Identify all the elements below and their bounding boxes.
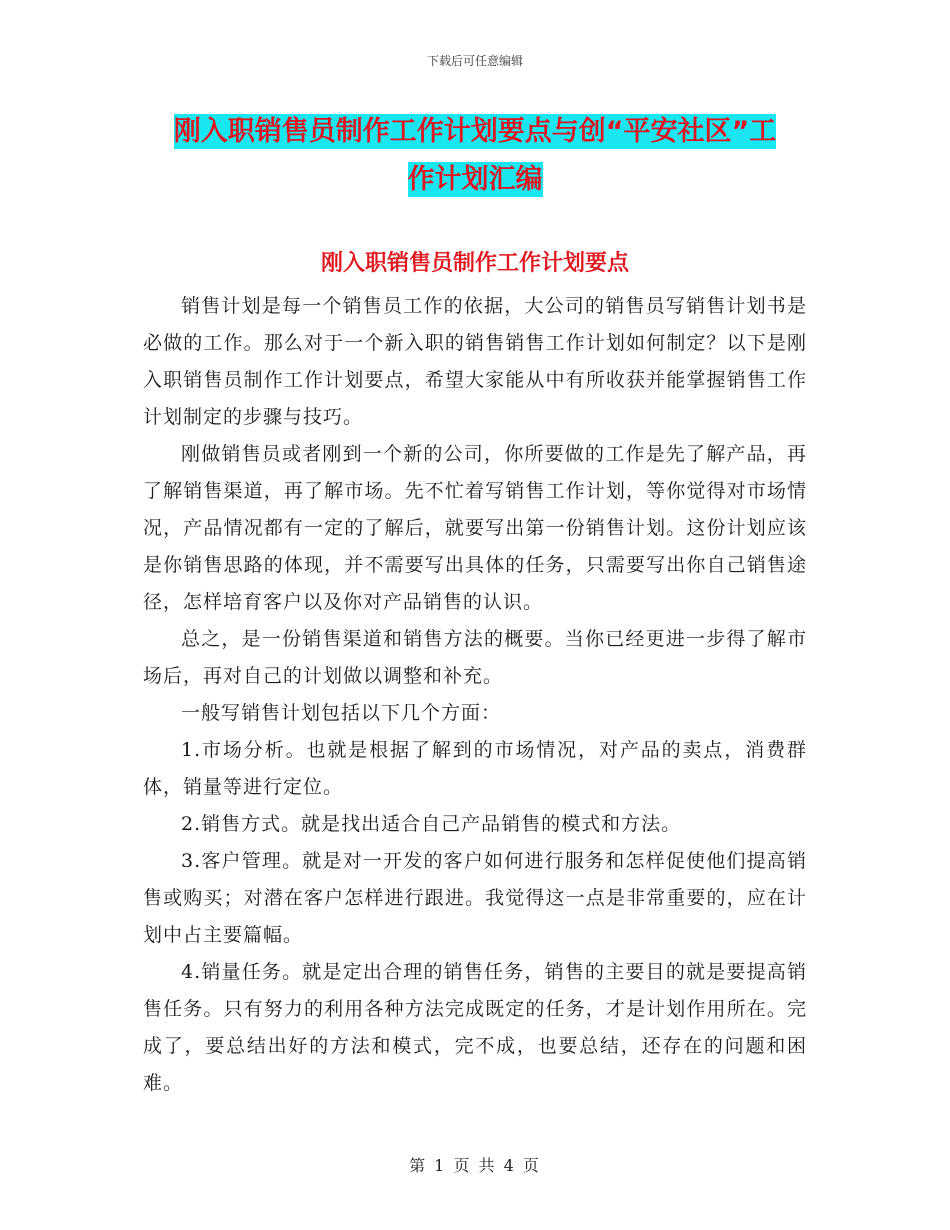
page-header: 下载后可任意编辑 xyxy=(426,54,523,68)
paragraph: 总之，是一份销售渠道和销售方法的概要。当你已经更进一步得了解市场后，再对自己的计划做以调整和补充。 xyxy=(143,628,807,687)
list-item: 2.销售方式。就是找出适合自己产品销售的模式和方法。 xyxy=(181,813,682,835)
section-title: 刚入职销售员制作工作计划要点 xyxy=(320,251,629,276)
list-item: 3.客户管理。就是对一开发的客户如何进行服务和怎样促使他们提高销售或购买；对潜在客户怎样进行跟进。我觉得这一点是非常重要的，应在计划中占主要篇幅。 xyxy=(143,850,807,946)
paragraph: 销售计划是每一个销售员工作的依据，大公司的销售员写销售计划书是必做的工作。那么对于一个新入职的销售销售工作计划如何制定？以下是刚入职销售员制作工作计划要点，希望大家能从中有所收获并能掌握销售工作计划制定的步骤与技巧。 xyxy=(143,295,807,428)
page-footer: 第 1 页 共 4 页 xyxy=(409,1156,541,1175)
paragraph: 一般写销售计划包括以下几个方面： xyxy=(181,702,502,724)
paragraph: 刚做销售员或者刚到一个新的公司，你所要做的工作是先了解产品，再了解销售渠道，再了解市场。先不忙着写销售工作计划，等你觉得对市场情况，产品情况都有一定的了解后，就要写出第一份销售计划。这份计划应该是你销售思路的体现，并不需要写出具体的任务，只需要写出你自己销售途径，怎样培育客户以及你对产品销售的认识。 xyxy=(143,443,807,613)
list-item: 4.销量任务。就是定出合理的销售任务，销售的主要目的就是要提高销售任务。只有努力的利用各种方法完成既定的任务，才是计划作用所在。完成了，要总结出好的方法和模式，完不成，也要总结，还存在的问题和困难。 xyxy=(143,961,807,1094)
document-title xyxy=(140,108,810,204)
document-title-line-1: 刚入职销售员制作工作计划要点与创“平安社区”工 xyxy=(173,116,777,147)
document-title-line-2: 作计划汇编 xyxy=(407,164,543,195)
document-body xyxy=(143,288,807,1102)
list-item: 1.市场分析。也就是根据了解到的市场情况，对产品的卖点，消费群体，销量等进行定位。 xyxy=(143,739,807,798)
